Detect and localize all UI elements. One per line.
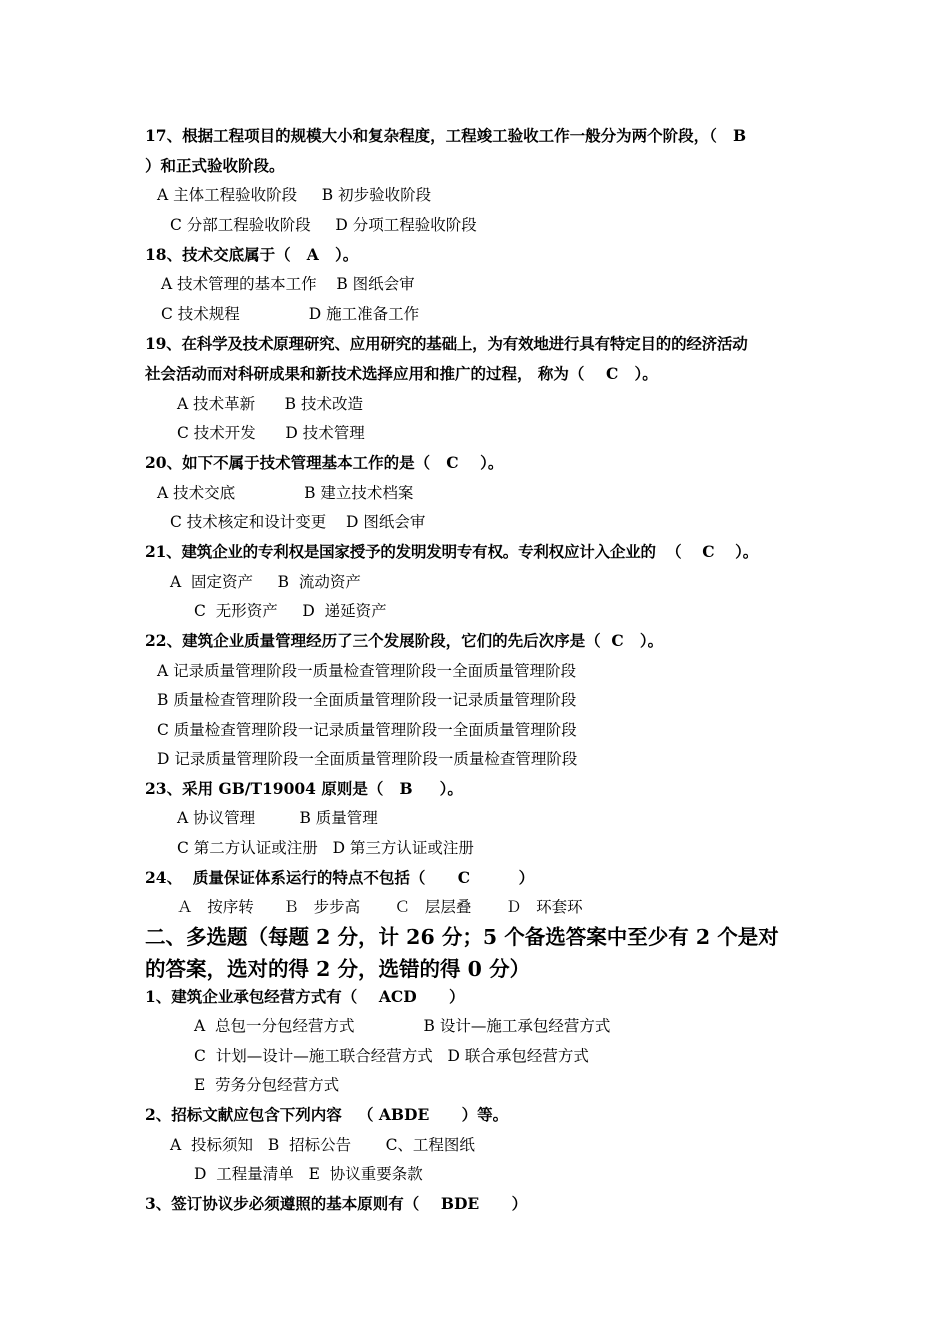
question-24: 24、 质量保证体系运行的特点不包括（ C ） [145, 868, 535, 887]
section-heading-line-2: 的答案，选对的得 2 分，选错的得 0 分） [145, 957, 531, 981]
question-22-option-a: A 记录质量管理阶段一质量检查管理阶段一全面质量管理阶段 [157, 662, 577, 680]
question-19-line-1: 19、在科学及技术原理研究、应用研究的基础上，为有效地进行具有特定目的的经济活动 [145, 334, 748, 353]
question-18-options-cd: C 技术规程 D 施工准备工作 [161, 305, 420, 323]
question-22-option-d: D 记录质量管理阶段一全面质量管理阶段一质量检查管理阶段 [157, 750, 578, 768]
question-19-options-cd: C 技术开发 D 技术管理 [177, 424, 365, 442]
question-23-options-cd: C 第二方认证或注册 D 第三方认证或注册 [177, 839, 474, 857]
question-19-line-2: 社会活动而对科研成果和新技术选择应用和推广的过程， 称为（ C ）。 [145, 364, 658, 383]
multi-question-1-option-e: E 劳务分包经营方式 [194, 1076, 340, 1094]
question-20: 20、如下不属于技术管理基本工作的是（ C ）。 [145, 453, 504, 472]
question-24-options: Ａ 按序转 Ｂ 步步高 Ｃ 层层叠 Ｄ 环套环 [177, 898, 583, 916]
question-22-option-b: B 质量检查管理阶段一全面质量管理阶段一记录质量管理阶段 [157, 691, 577, 709]
multi-question-2: 2、招标文献应包含下列内容 （ ABDE ）等。 [145, 1105, 509, 1124]
question-21-options-cd: C 无形资产 D 递延资产 [194, 602, 387, 620]
question-20-options-ab: A 技术交底 B 建立技术档案 [157, 484, 414, 502]
multi-question-1-options-ab: A 总包一分包经营方式 B 设计—施工承包经营方式 [194, 1017, 611, 1035]
question-17-line-1: 17、根据工程项目的规模大小和复杂程度，工程竣工验收工作一般分为两个阶段，（ B [145, 126, 747, 145]
question-23: 23、采用 GB/T19004 原则是（ B ）。 [145, 779, 463, 798]
question-22: 22、建筑企业质量管理经历了三个发展阶段，它们的先后次序是（ C ）。 [145, 631, 664, 650]
question-21: 21、建筑企业的专利权是国家授予的发明发明专有权。专利权应计入企业的 （ C ）。 [145, 542, 759, 561]
question-18: 18、技术交底属于（ A ）。 [145, 245, 359, 264]
multi-question-1-options-cd: C 计划—设计—施工联合经营方式 D 联合承包经营方式 [194, 1047, 589, 1065]
question-18-options-ab: A 技术管理的基本工作 B 图纸会审 [161, 275, 415, 293]
section-heading-line-1: 二、多选题（每题 2 分，计 26 分；5 个备选答案中至少有 2 个是对 [145, 925, 779, 949]
multi-question-2-options-de: D 工程量清单 E 协议重要条款 [194, 1165, 423, 1183]
question-17-options-cd: C 分部工程验收阶段 D 分项工程验收阶段 [170, 216, 477, 234]
multi-question-1: 1、建筑企业承包经营方式有（ ACD ） [145, 987, 465, 1006]
question-17-options-ab: A 主体工程验收阶段 B 初步验收阶段 [157, 186, 432, 204]
question-22-option-c: C 质量检查管理阶段一记录质量管理阶段一全面质量管理阶段 [157, 721, 577, 739]
question-17-line-2: ）和正式验收阶段。 [145, 156, 285, 175]
question-19-options-ab: A 技术革新 B 技术改造 [177, 395, 364, 413]
multi-question-2-options-abc: A 投标须知 B 招标公告 C、工程图纸 [170, 1136, 475, 1154]
question-20-options-cd: C 技术核定和设计变更 D 图纸会审 [170, 513, 426, 531]
question-23-options-ab: A 协议管理 B 质量管理 [177, 809, 378, 827]
question-21-options-ab: A 固定资产 B 流动资产 [170, 573, 361, 591]
multi-question-3: 3、签订协议步必须遵照的基本原则有（ BDE ） [145, 1194, 528, 1213]
